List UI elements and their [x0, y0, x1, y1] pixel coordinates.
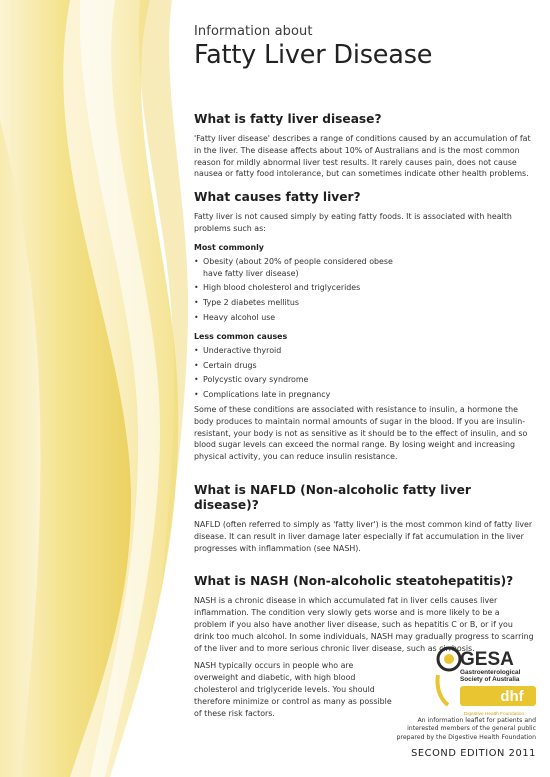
less-common-list — [194, 345, 534, 401]
subheading-less-common: Less common causes — [194, 331, 288, 341]
most-common-list — [194, 256, 534, 324]
main-content — [194, 112, 534, 729]
edition-label: SECOND EDITION 2011 — [411, 748, 536, 760]
section-heading: What is NAFLD (Non-alcoholic fatty liver disease)? — [194, 482, 471, 512]
section-closing: Some of these conditions are associated with resistance to insulin, a hormone the body produces to maintain normal amounts of sugar in the blood. If you are insulin-resistant, your body is not as sensitive as it should be to the effect of insulin, and so blood sugar levels can exceed the normal range. By losing weight and increasing physical activity, you can reduce insulin resistance. — [194, 404, 528, 462]
list-item: • Polycystic ovary syndrome — [194, 374, 534, 386]
list-item: • Underactive thyroid — [194, 345, 534, 357]
section-causes — [194, 190, 534, 463]
footer-line-1: An information leaflet for patients and — [417, 717, 536, 724]
section-body: Fatty liver is not caused simply by eating fatty foods. It is associated with health problems such as: — [194, 212, 512, 233]
page-header — [194, 24, 432, 70]
footer-line-2: interested members of the general public — [407, 725, 536, 733]
page-title: Fatty Liver Disease — [194, 40, 433, 70]
section-body: NASH is a chronic disease in which accumulated fat in liver cells causes liver inflammation. The condition very slowly gets worse and is more likely to be a problem if you also have another liver disease, such as hepatitis C or B, or if you drink too much alcohol. In some individuals, NASH may gradually progress to scarring of the liver and to more serious chronic liver disease, such as cirrhosis. — [194, 596, 534, 653]
list-item: • Heavy alcohol use — [194, 312, 534, 324]
subheading-most-common: Most commonly — [194, 242, 264, 252]
list-item: • Type 2 diabetes mellitus — [194, 297, 534, 309]
list-item: • Obesity (about 20% of people considered obese have fatty liver disease) — [194, 256, 534, 280]
footer-line-3: prepared by the Digestive Health Foundation — [396, 733, 536, 741]
gesa-subtitle-1: Gastroenterological — [460, 669, 521, 676]
section-body: 'Fatty liver disease' describes a range of conditions caused by an accumulation of fat in the liver. The disease affects about 10% of Australians and is the most common reason for mildly abnormal liver test results. It rarely causes pain, does not cause nausea or fatty food intolerance, but can sometimes indicate other health problems. — [194, 134, 531, 179]
gesa-dhf-logo — [434, 641, 538, 721]
section-nafld — [194, 483, 534, 554]
gesa-wordmark: GESA — [460, 649, 514, 670]
section-what-is-fatty-liver — [194, 112, 534, 180]
section-body-2: NASH typically occurs in people who are overweight and diabetic, with high blood cholesterol and triglyceride levels. You should therefore minimize or control as many as possible of these risk factors. — [194, 661, 392, 718]
section-heading: What causes fatty liver? — [194, 190, 361, 205]
list-item: • High blood cholesterol and triglycerides — [194, 282, 534, 294]
logo-graphic — [434, 641, 538, 721]
list-item: • Certain drugs — [194, 360, 534, 372]
header-kicker: Information about — [194, 24, 313, 39]
dhf-subtitle: Digestive Health Foundation — [463, 712, 525, 717]
dhf-wordmark: dhf — [500, 688, 524, 705]
footer — [397, 717, 537, 759]
list-item: • Complications late in pregnancy — [194, 389, 534, 401]
section-body: NAFLD (often referred to simply as 'fatty liver') is the most common kind of fatty liver disease. It can result in liver damage later especially if fat accumulation in the liver progresses with inflammation (see NASH). — [194, 519, 533, 553]
section-heading: What is fatty liver disease? — [194, 112, 382, 126]
section-heading: What is NASH (Non-alcoholic steatohepatitis)? — [194, 574, 514, 589]
gesa-subtitle-2: Society of Australia — [460, 676, 520, 683]
